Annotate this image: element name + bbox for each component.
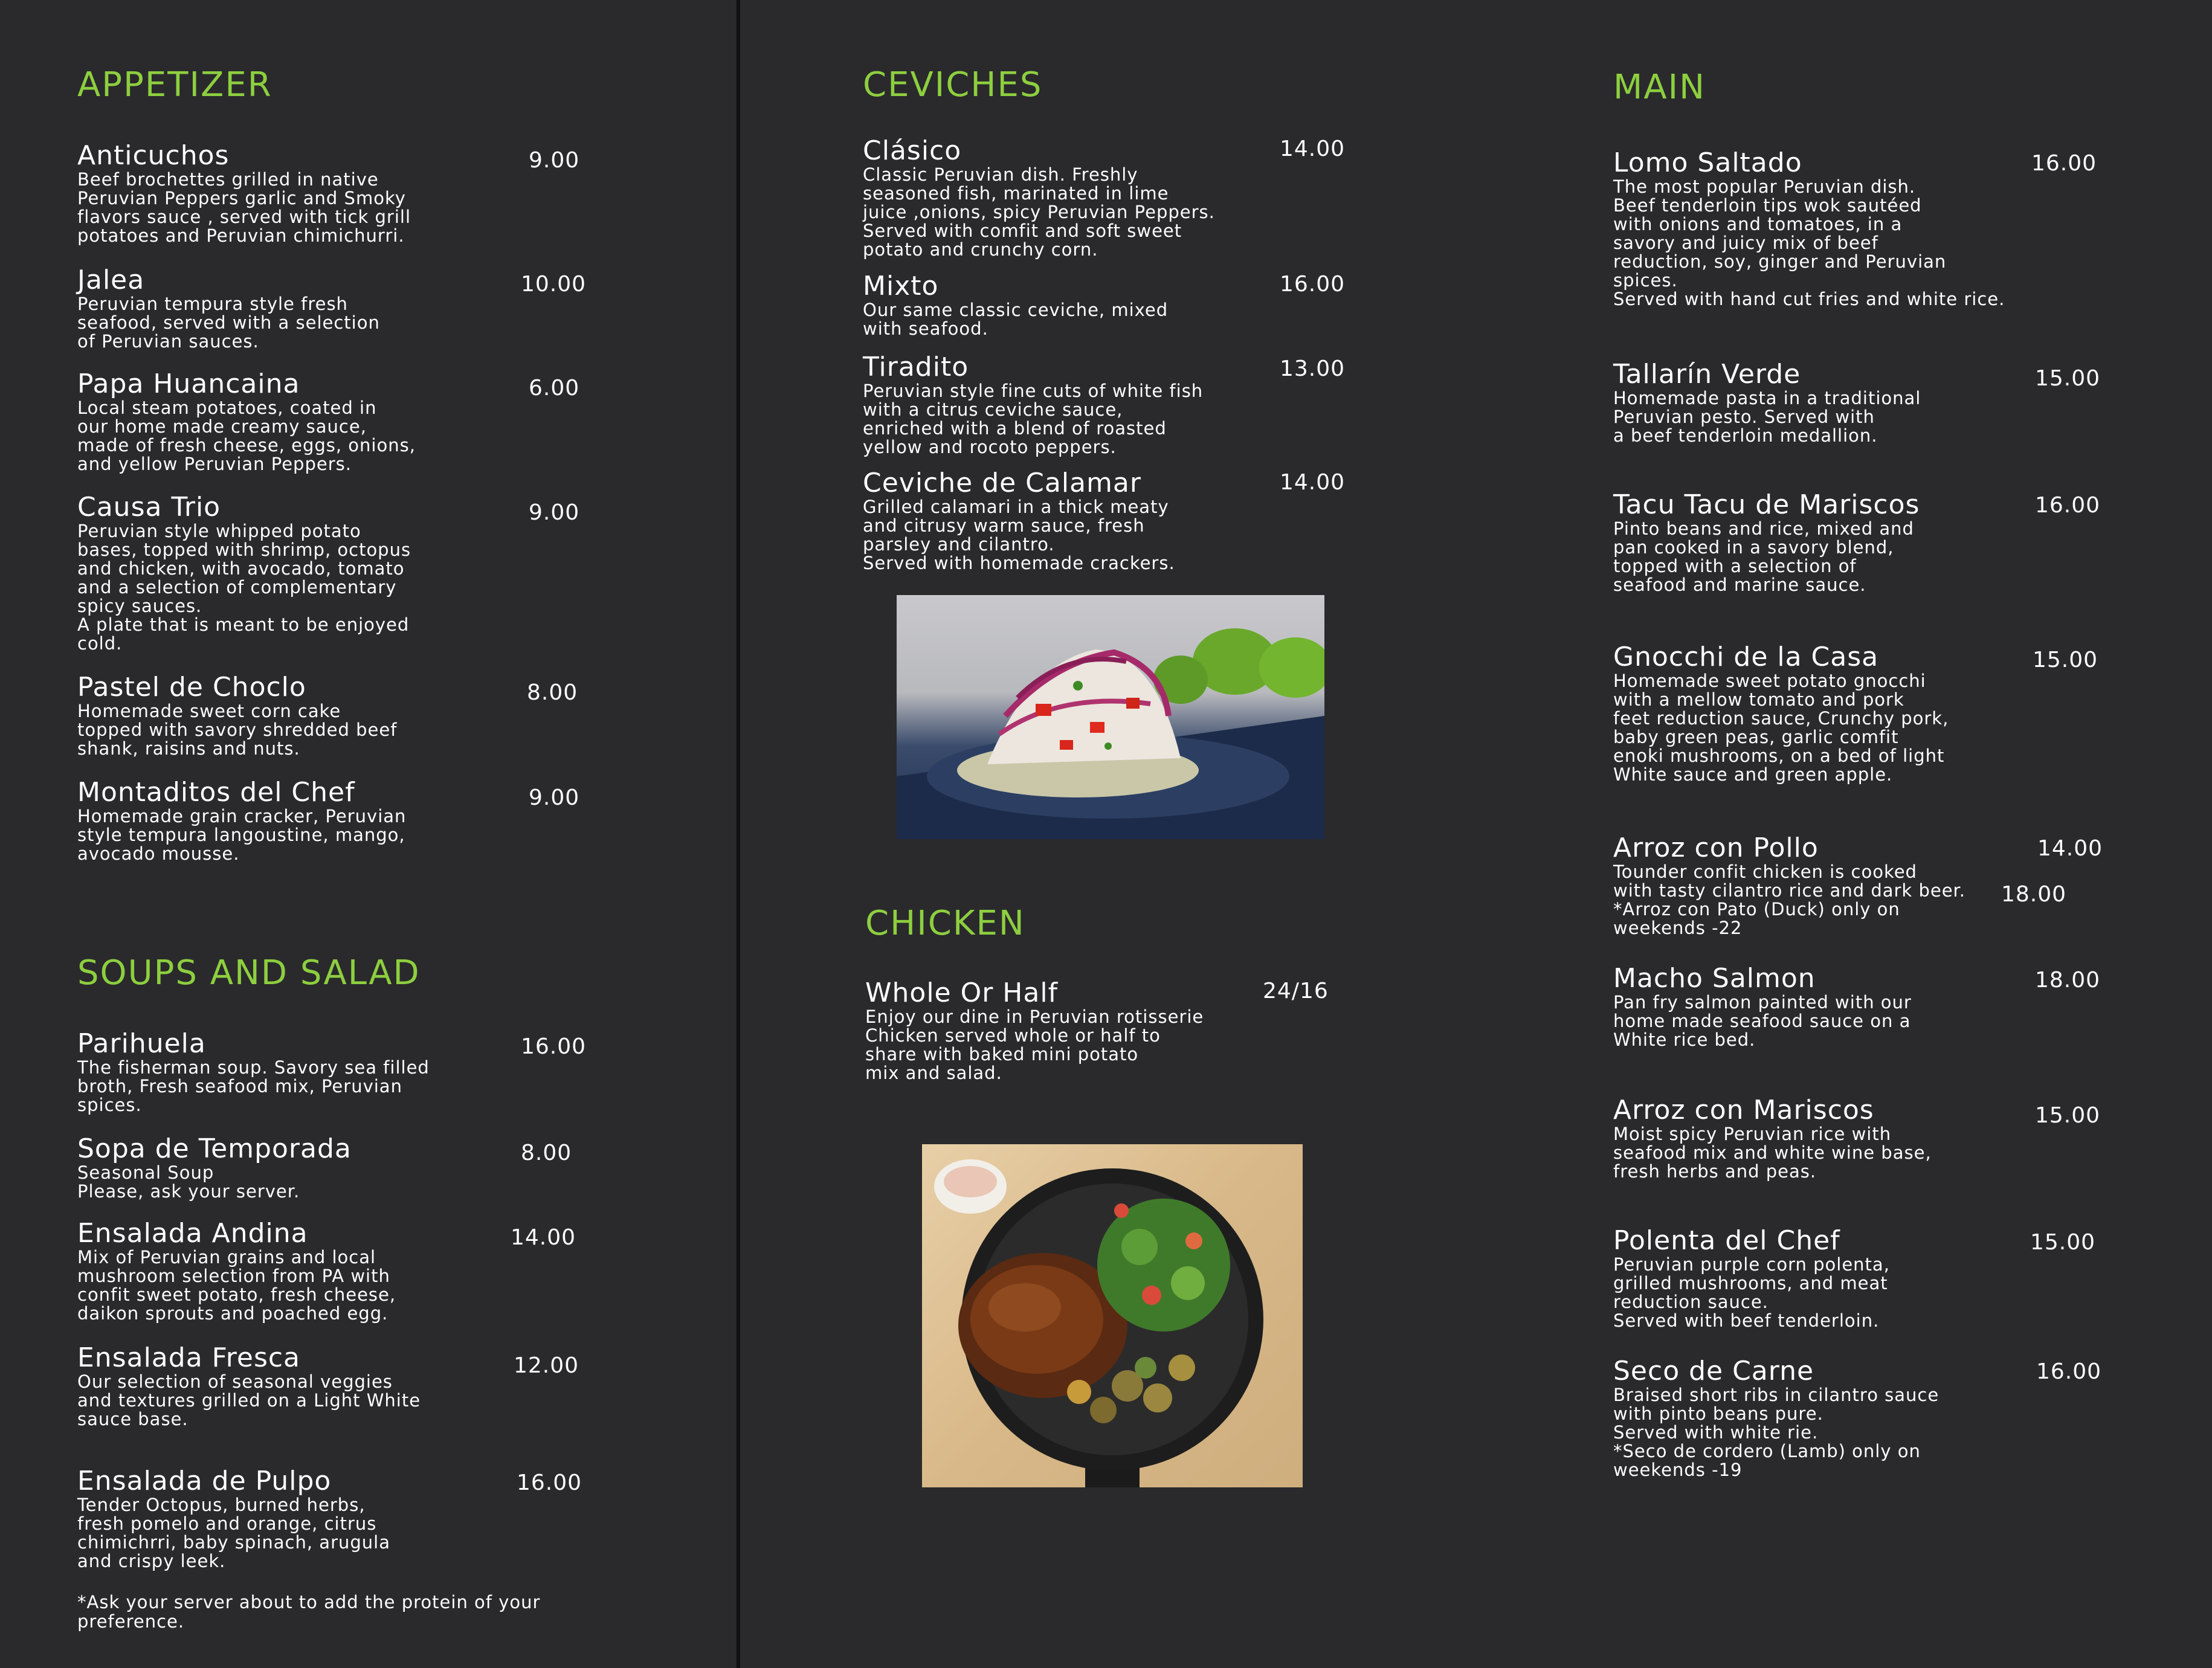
item-name: Anticuchos [77, 140, 230, 171]
item-description: The most popular Peruvian dish. Beef tenderloin tips wok sautéed with onions and tomatoes, in a savory and juicy mix of beef reduction, soy, ginger and Peruvian spices. Served with hand cut fries and white rice. [1613, 176, 2005, 309]
item-description: Peruvian tempura style fresh seafood, served with a selection of Peruvian sauces. [77, 294, 380, 352]
menu-fold-divider [737, 0, 740, 1668]
item-price: 16.00 [2036, 1359, 2102, 1384]
protein-note: *Ask your server about to add the protein of your preference. [77, 1592, 541, 1632]
menu-item-whole-or-half [865, 979, 1204, 1083]
menu-item-parihuela [77, 1029, 430, 1115]
item-price: 9.00 [529, 785, 580, 810]
item-description: Pan fry salmon painted with our home made seafood sauce on a White rice bed. [1613, 992, 1912, 1050]
menu-item-arroz-con-pollo [1613, 834, 1965, 938]
chicken-illustration [922, 1144, 1303, 1487]
item-description: The fisherman soup. Savory sea filled broth, Fresh seafood mix, Peruvian spices. [77, 1057, 430, 1115]
menu-item-tacu-tacu-de-mariscos [1613, 491, 1920, 594]
item-name: Seco de Carne [1613, 1356, 1814, 1386]
item-price: 8.00 [521, 1141, 572, 1165]
soups-and-salad-heading: SOUPS AND SALAD [77, 953, 421, 993]
item-description: Braised short ribs in cilantro sauce with pinto beans pure. Served with white rie. *Seco de cordero (Lamb) only on weekends -19 [1613, 1385, 1940, 1480]
menu-item-sopa-de-temporada [77, 1135, 352, 1201]
menu-item-tallarin-verde [1613, 360, 1921, 445]
menu-item-montaditos-del-chef [77, 778, 406, 863]
item-name: Macho Salmon [1613, 963, 1816, 994]
item-description: Beef brochettes grilled in native Peruvian Peppers garlic and Smoky flavors sauce , served with tick grill potatoes and Peruvian chimichurri. [77, 169, 411, 246]
item-name: Tacu Tacu de Mariscos [1613, 489, 1920, 520]
menu-item-ensalada-fresca [77, 1344, 421, 1429]
item-name: Arroz con Pollo [1613, 832, 1819, 863]
menu-item-clasico [863, 137, 1215, 259]
menu-item-mixto [863, 272, 1168, 338]
menu-item-pastel-de-choclo [77, 673, 397, 758]
item-price-secondary: 18.00 [2001, 882, 2067, 907]
item-price: 16.00 [1280, 272, 1346, 297]
item-name: Clásico [863, 135, 962, 166]
item-name: Tallarín Verde [1613, 359, 1801, 390]
item-price: 12.00 [514, 1353, 579, 1378]
item-name: Pastel de Choclo [77, 672, 306, 703]
item-description: Peruvian style fine cuts of white fish with a citrus ceviche sauce, enriched with a blend of roasted yellow and rocoto peppers. [863, 381, 1204, 457]
item-name: Ensalada de Pulpo [77, 1466, 332, 1496]
menu-item-macho-salmon [1613, 964, 1912, 1049]
item-name: Jalea [77, 265, 145, 295]
item-price: 16.00 [2031, 151, 2097, 176]
item-description: Homemade grain cracker, Peruvian style tempura langoustine, mango, avocado mousse. [77, 806, 407, 864]
item-name: Gnocchi de la Casa [1613, 642, 1879, 672]
item-name: Arroz con Mariscos [1613, 1095, 1874, 1125]
item-price: 15.00 [2030, 1230, 2096, 1255]
item-description: Our same classic ceviche, mixed with seafood. [863, 300, 1169, 339]
item-description: Grilled calamari in a thick meaty and citrusy warm sauce, fresh parsley and cilantro. Served with homemade crackers. [863, 497, 1175, 573]
item-price: 14.00 [2037, 836, 2103, 861]
item-description: Homemade sweet corn cake topped with savory shredded beef shank, raisins and nuts. [77, 701, 398, 759]
item-price: 14.00 [1280, 137, 1346, 161]
item-name: Ensalada Fresca [77, 1342, 301, 1373]
item-price: 6.00 [529, 376, 580, 401]
item-price: 16.00 [521, 1034, 587, 1059]
item-name: Whole Or Half [865, 977, 1059, 1008]
item-price: 16.00 [517, 1470, 582, 1495]
item-description: Homemade sweet potato gnocchi with a mellow tomato and pork feet reduction sauce, Crunchy pork, baby green peas, garlic comfit enoki mushrooms, on a bed of light White sauce and green apple. [1613, 671, 1949, 785]
item-name: Ceviche de Calamar [863, 468, 1141, 498]
chicken-heading: CHICKEN [865, 904, 1025, 943]
main-heading: MAIN [1613, 68, 1706, 107]
item-description: Mix of Peruvian grains and local mushroom selection from PA with confit sweet potato, fresh cheese, daikon sprouts and poached egg. [77, 1247, 396, 1324]
item-name: Lomo Saltado [1613, 147, 1802, 178]
item-description: Peruvian purple corn polenta, grilled mushrooms, and meat reduction sauce. Served with beef tenderloin. [1613, 1254, 1890, 1331]
menu-item-polenta-del-chef [1613, 1226, 1890, 1330]
item-price: 9.00 [529, 148, 580, 173]
item-price: 18.00 [2035, 968, 2101, 993]
menu-item-tiradito [863, 353, 1203, 457]
menu-item-anticuchos [77, 141, 411, 245]
item-description: Tender Octopus, burned herbs, fresh pomelo and orange, citrus chimichrri, baby spinach, arugula and crispy leek. [77, 1495, 390, 1571]
menu-item-arroz-con-mariscos [1613, 1096, 1932, 1181]
item-price: 14.00 [1280, 470, 1346, 495]
menu-item-causa-trio [77, 493, 411, 653]
item-name: Tiradito [863, 352, 969, 382]
item-description: Homemade pasta in a traditional Peruvian pesto. Served with a beef tenderloin medallion. [1613, 388, 1921, 446]
item-price: 10.00 [521, 272, 587, 297]
item-price: 15.00 [2033, 648, 2098, 672]
item-description: Moist spicy Peruvian rice with seafood mix and white wine base, fresh herbs and peas. [1613, 1124, 1932, 1182]
item-name: Sopa de Temporada [77, 1133, 352, 1164]
item-name: Papa Huancaina [77, 369, 300, 399]
item-name: Montaditos del Chef [77, 777, 355, 808]
item-description: Enjoy our dine in Peruvian rotisserie Chicken served whole or half to share with baked mini potato mix and salad. [865, 1006, 1204, 1083]
item-description: Tounder confit chicken is cooked with tasty cilantro rice and dark beer. *Arroz con Pato (Duck) only on weekends -22 [1613, 861, 1966, 938]
menu-item-papa-huancaina [77, 370, 416, 474]
item-description: Classic Peruvian dish. Freshly seasoned fish, marinated in lime juice ,onions, spicy Peruvian Peppers. Served with comfit and soft sweet potato and crunchy corn. [863, 164, 1215, 260]
item-price: 15.00 [2035, 366, 2101, 391]
item-price: 24/16 [1263, 979, 1329, 1003]
menu-item-seco-de-carne [1613, 1357, 1939, 1480]
menu-item-ceviche-de-calamar [863, 469, 1175, 573]
menu-item-ensalada-andina [77, 1219, 396, 1323]
menu-item-gnocchi-de-la-casa [1613, 643, 1949, 784]
ceviche-photo [897, 595, 1324, 839]
ceviche-illustration [897, 595, 1324, 839]
item-description: Local steam potatoes, coated in our home made creamy sauce, made of fresh cheese, eggs, onions, and yellow Peruvian Peppers. [77, 398, 416, 474]
item-description: Our selection of seasonal veggies and textures grilled on a Light White sauce base. [77, 1371, 421, 1429]
item-price: 8.00 [527, 680, 578, 705]
item-price: 14.00 [511, 1225, 576, 1250]
rotisserie-chicken-photo [922, 1144, 1303, 1487]
item-name: Causa Trio [77, 492, 221, 523]
item-price: 15.00 [2035, 1103, 2101, 1128]
menu-item-jalea [77, 266, 380, 351]
item-price: 13.00 [1280, 356, 1346, 381]
menu-item-lomo-saltado [1613, 149, 2005, 309]
item-description: Pinto beans and rice, mixed and pan cooked in a savory blend, topped with a selection of seafood and marine sauce. [1613, 518, 1914, 595]
item-description: Peruvian style whipped potato bases, topped with shrimp, octopus and chicken, with avocado, tomato and a selection of complementary spicy sauces. A plate that is meant to be enjoyed cold. [77, 521, 411, 654]
item-name: Polenta del Chef [1613, 1225, 1840, 1256]
item-name: Mixto [863, 271, 939, 301]
item-name: Parihuela [77, 1028, 206, 1059]
item-price: 16.00 [2035, 493, 2101, 518]
item-price: 9.00 [529, 500, 580, 525]
ceviches-heading: CEVICHES [863, 65, 1043, 105]
item-description: Seasonal Soup Please, ask your server. [77, 1162, 300, 1202]
appetizer-heading: APPETIZER [77, 65, 272, 105]
menu-item-ensalada-de-pulpo [77, 1467, 390, 1571]
item-name: Ensalada Andina [77, 1218, 308, 1249]
